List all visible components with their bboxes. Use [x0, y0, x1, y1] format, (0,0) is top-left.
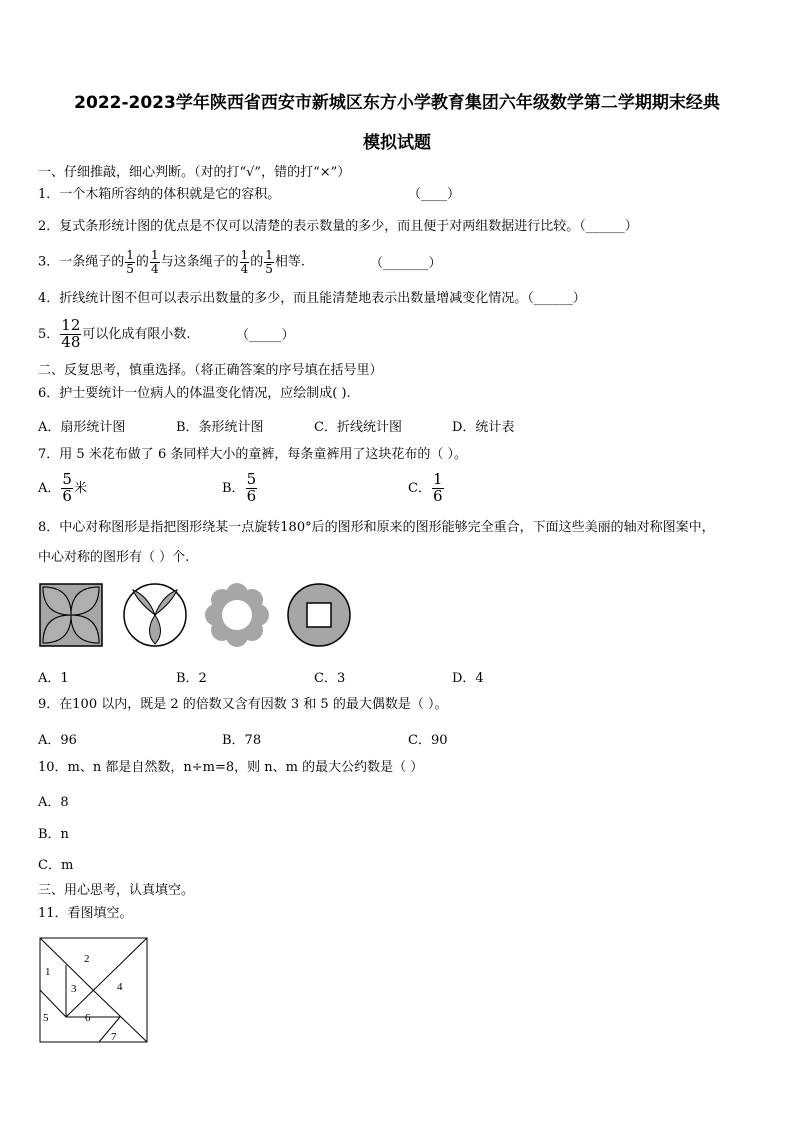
tangram-label-2: 2 — [84, 953, 90, 965]
question-3-blank: （_______） — [370, 256, 442, 271]
fraction: $\frac{1}{4}$ — [240, 248, 249, 276]
option-b: B． $\frac{5}{6}$ — [222, 470, 257, 505]
fraction: $\frac{1}{5}$ — [126, 248, 134, 276]
fraction: $\frac{5}{6}$ — [246, 470, 257, 505]
question-1 — [38, 187, 280, 203]
fraction: $\frac{5}{6}$ — [62, 470, 72, 505]
question-5-blank: （_____） — [236, 328, 295, 343]
tangram-label-1: 1 — [45, 966, 51, 978]
question-8-line1: 8．中心对称图形是指把图形绕某一点旋转180°后的图形和原来的图形能够完全重合，下面这些美丽的轴对称图案中， — [38, 520, 715, 535]
figure-circle-three-petals — [124, 584, 186, 646]
question-1-blank: （____） — [408, 187, 461, 202]
page-title-line1: 2022-2023学年陕西省西安市新城区东方小学教育集团六年级数学第二学期期末经典 — [74, 93, 720, 113]
question-4: 4．折线统计图不但可以表示出数量的多少，而且能清楚地表示出数量增减变化情况。（______） — [38, 291, 586, 306]
question-5: 5． $\frac{12}{48}$ 可以化成有限小数. — [38, 316, 191, 351]
option-a: A． $\frac{5}{6}$ 米 — [38, 470, 87, 505]
section-heading-1: 一、仔细推敲，细心判断。（对的打“√”，错的打“×”） — [38, 165, 351, 180]
fraction: $\frac{1}{5}$ — [265, 248, 273, 276]
option-b: B．2 — [176, 671, 207, 686]
question-10: 10．m、n 都是自然数，n÷m=8，则 n、m 的最大公约数是（ ） — [38, 760, 424, 775]
option-a: A．扇形统计图 — [38, 420, 126, 435]
question-11: 11．看图填空。 — [38, 906, 133, 921]
question-6: 6．护士要统计一位病人的体温变化情况，应绘制成( ). — [38, 386, 351, 401]
option-d: D．4 — [452, 671, 484, 686]
question-1-text: 1．一个木箱所容纳的体积就是它的容积。 — [38, 187, 281, 202]
figure-square-petals — [40, 584, 102, 646]
page-title-line2: 模拟试题 — [363, 133, 431, 153]
option-c: C． $\frac{1}{6}$ — [408, 470, 443, 505]
fraction: $\frac{12}{48}$ — [61, 316, 81, 351]
figure-coin — [288, 584, 350, 646]
tangram-label-5: 5 — [43, 1012, 49, 1024]
option-c: C．90 — [408, 733, 448, 748]
tangram-figure — [39, 937, 149, 1045]
option-b: B．条形统计图 — [176, 420, 264, 435]
symmetry-figures — [38, 582, 358, 648]
option-a: A．96 — [38, 733, 77, 748]
option-a: A．1 — [38, 671, 69, 686]
fraction: $\frac{1}{6}$ — [432, 470, 443, 505]
option-c: C．3 — [314, 671, 346, 686]
option-b: B．n — [38, 827, 69, 842]
option-d: D．统计表 — [452, 420, 515, 435]
section-heading-3: 三、用心思考，认真填空。 — [38, 883, 195, 898]
figure-flower — [205, 583, 269, 647]
fraction: $\frac{1}{4}$ — [150, 248, 159, 276]
option-b: B．78 — [222, 733, 262, 748]
question-8-line2: 中心对称的图形有（ ）个. — [38, 550, 190, 565]
tangram-label-3: 3 — [71, 983, 77, 995]
section-heading-2: 二、反复思考，慎重选择。（将正确答案的序号填在括号里） — [38, 363, 383, 378]
option-a: A．8 — [38, 795, 69, 810]
question-7: 7．用 5 米花布做了 6 条同样大小的童裤，每条童裤用了这块花布的（ ）。 — [38, 447, 467, 462]
question-3: 3．一条绳子的 $\frac{1}{5}$ 的 $\frac{1}{4}$ 与这条绳子的 $\frac{1}{4}$ 的 $\frac{1}{5}$ 相等. — [38, 248, 306, 276]
option-c: C．m — [38, 858, 74, 873]
option-c: C．折线统计图 — [314, 420, 402, 435]
question-2: 2．复式条形统计图的优点是不仅可以清楚的表示数量的多少，而且便于对两组数据进行比较。（______） — [38, 219, 638, 234]
tangram-label-4: 4 — [117, 981, 123, 993]
tangram-label-7: 7 — [111, 1031, 117, 1043]
question-9: 9．在100 以内，既是 2 的倍数又含有因数 3 和 5 的最大偶数是（ ）。 — [38, 697, 448, 712]
tangram-label-6: 6 — [85, 1012, 91, 1024]
